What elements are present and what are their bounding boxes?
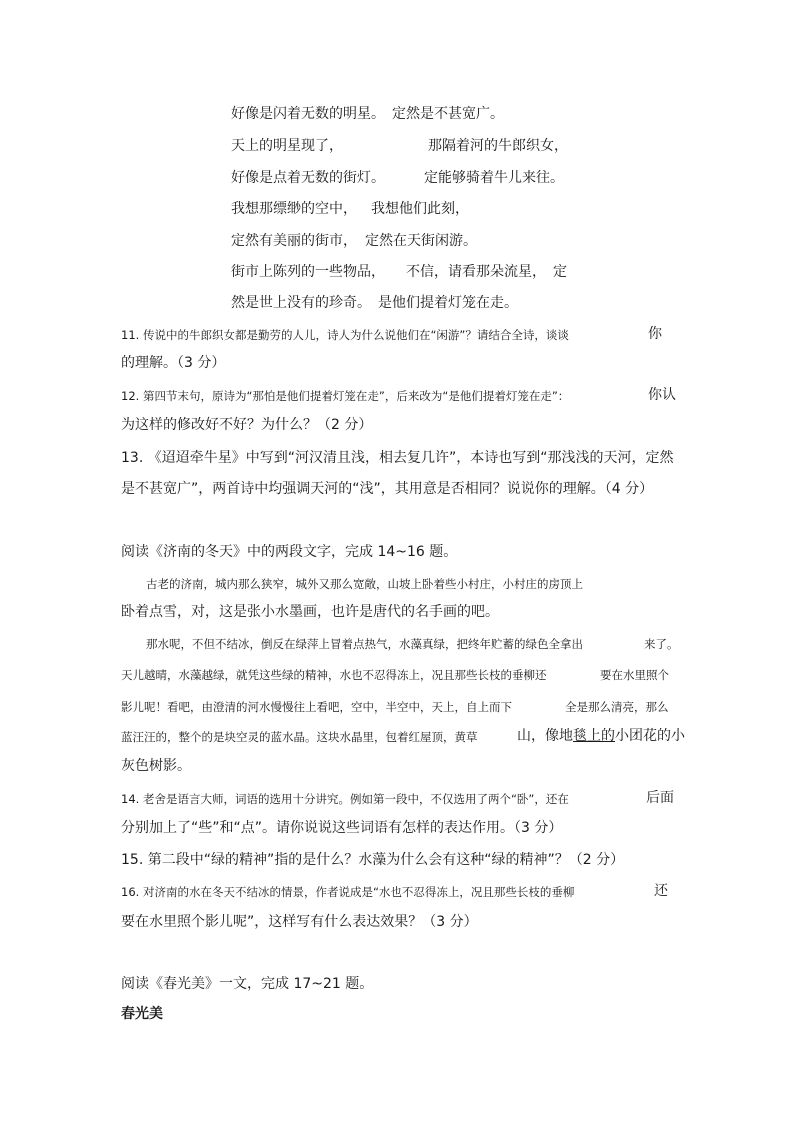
jinan-paragraph-2-line-4a: 蓝汪汪的，整个的是块空灵的蓝水晶。这块水晶里，包着红屋顶，黄草	[121, 730, 478, 744]
poem-line-2-left: 天上的明星现了，	[231, 138, 343, 154]
poem-line-3-right: 定能够骑着牛儿来往。	[424, 170, 564, 186]
poem-line-2-right: 那隔着河的牛郎织女，	[428, 138, 568, 154]
question-12-line-2: 为这样的修改好不好？为什么？（2 分）	[121, 417, 373, 433]
poem-line-6-tail: 定	[553, 264, 567, 280]
question-14-line-2: 分别加上了“些”和“点”。请你说说这些词语有怎样的表达作用。（3 分）	[121, 820, 563, 836]
question-13-line-2: 是不甚宽广”，两首诗中均强调天河的“浅”，其用意是否相同？说说你的理解。（4 分）	[121, 481, 654, 497]
question-14-tail: 后面	[646, 790, 674, 806]
jinan-paragraph-2-line-2a: 天儿越晴，水藻越绿，就凭这些绿的精神，水也不忍得冻上，况且那些长枝的垂柳还	[121, 668, 547, 682]
poem-line-1-right: 定然是不甚宽广。	[392, 106, 504, 122]
question-11-tail: 你	[648, 326, 662, 342]
poem-line-6-right: 不信，请看那朵流星，	[406, 264, 546, 280]
jinan-paragraph-2-line-5: 灰色树影。	[121, 758, 191, 774]
question-13-line-1: 13. 《迢迢牵牛星》中写到“河汉清且浅，相去复几许”，本诗也写到“那浅浅的天河，定然	[121, 450, 674, 466]
jinan-paragraph-2-line-3b: 全是那么清亮，那么	[565, 700, 669, 714]
question-11-line-2: 的理解。（3 分）	[121, 355, 226, 371]
poem-line-3-left: 好像是点着无数的街灯。	[231, 170, 385, 186]
question-12-tail: 你认	[648, 387, 676, 403]
question-16-tail: 还	[654, 883, 668, 899]
jinan-paragraph-1-line-1: 古老的济南，城内那么狭窄，城外又那么宽敞，山坡上卧着些小村庄，小村庄的房顶上	[146, 577, 583, 591]
poem-line-4-left: 我想那缥缈的空中，	[231, 201, 357, 217]
jinan-paragraph-2-line-2b: 要在水里照个	[600, 668, 669, 682]
question-14-line-1: 14. 老舍是语言大师，词语的选用十分讲究。例如第一段中，不仅选用了两个“卧”，还在	[121, 792, 569, 806]
jinan-paragraph-2-line-4d: 小团花的小	[615, 728, 685, 744]
question-15: 15. 第二段中“绿的精神”指的是什么？水藻为什么会有这种“绿的精神”？（2 分）	[121, 852, 625, 868]
poem-line-1-left: 好像是闪着无数的明星。	[231, 106, 385, 122]
question-16-line-2: 要在水里照个影儿呢”，这样写有什么表达效果？（3 分）	[121, 914, 478, 930]
question-11-line-1: 11. 传说中的牛郎织女都是勤劳的人儿，诗人为什么说他们在“闲游”？请结合全诗，谈谈	[121, 328, 569, 342]
jinan-paragraph-1-line-2: 卧着点雪，对，这是张小水墨画，也许是唐代的名手画的吧。	[121, 604, 499, 620]
poem-line-5-right: 定然在天街闲游。	[365, 233, 477, 249]
section-spring-intro: 阅读《春光美》一文，完成 17~21 题。	[121, 976, 374, 992]
poem-line-4-right: 我想他们此刻，	[371, 201, 469, 217]
jinan-paragraph-2-line-1b: 来了。	[644, 637, 679, 651]
poem-line-7-left: 然是世上没有的珍奇。	[231, 295, 371, 311]
question-16-line-1: 16. 对济南的水在冬天不结冰的情景，作者说成是“水也不忍得冻上，况且那些长枝的垂柳	[121, 885, 575, 899]
poem-line-7-right: 是他们提着灯笼在走。	[378, 295, 518, 311]
jinan-paragraph-2-line-1a: 那水呢，不但不结冰，倒反在绿萍上冒着点热气，水藻真绿，把终年贮蓄的绿色全拿出	[146, 637, 583, 651]
jinan-paragraph-2-line-4b: 山，像地	[517, 728, 573, 744]
question-12-line-1: 12. 第四节末句，原诗为“那怕是他们提着灯笼在走”，后来改为“是他们提着灯笼在走”：	[121, 389, 570, 403]
poem-line-5-left: 定然有美丽的街市，	[231, 233, 357, 249]
poem-line-6-left: 街市上陈列的一些物品，	[231, 264, 385, 280]
section-jinan-intro: 阅读《济南的冬天》中的两段文字，完成 14~16 题。	[121, 544, 458, 560]
jinan-paragraph-2-line-3a: 影儿呢！看吧，由澄清的河水慢慢往上看吧，空中，半空中，天上，自上而下	[121, 700, 512, 714]
section-spring-title: 春光美	[121, 1006, 163, 1022]
jinan-paragraph-2-line-4c: 毯上的	[573, 728, 615, 744]
